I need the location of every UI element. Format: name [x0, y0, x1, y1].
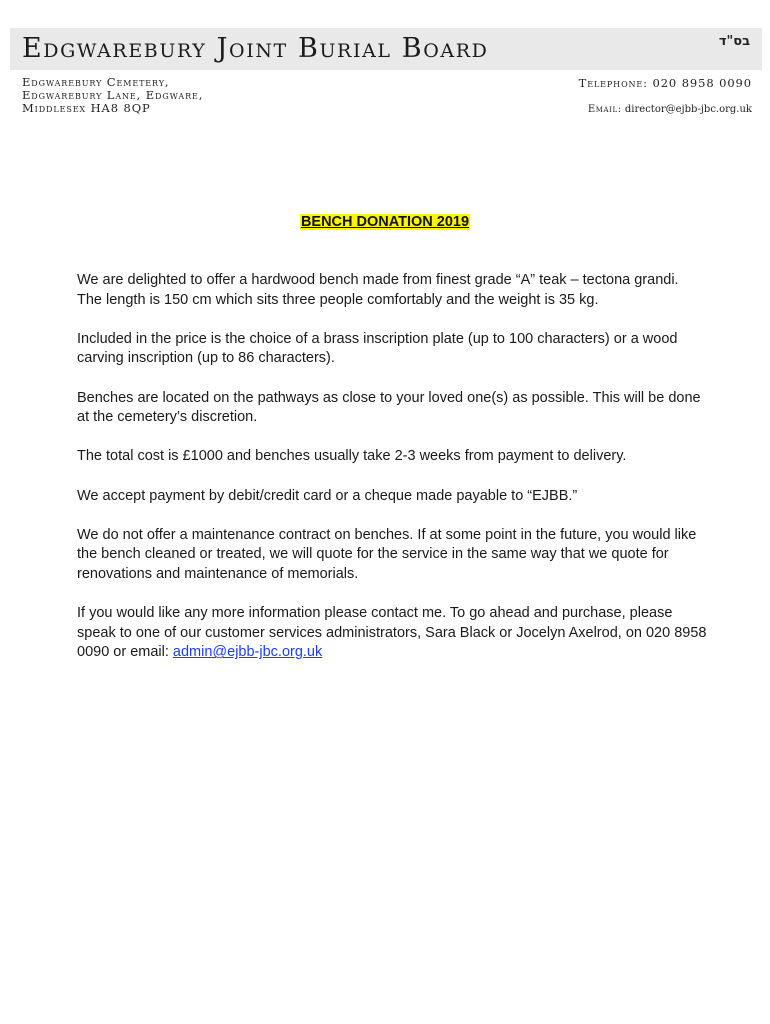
document-title: BENCH DONATION 2019 [300, 214, 470, 230]
hebrew-mark: בס"ד [718, 34, 750, 49]
address-line: Edgwarebury Cemetery, [22, 75, 170, 89]
paragraph-inscription: Included in the price is the choice of a brass inscription plate (up to 100 characters) or a wood carving inscription (up to 86 characters). [77, 330, 678, 367]
email-address: director@ejbb-jbc.org.uk [624, 104, 752, 115]
address-line: Edgwarebury Lane, Edgware, [22, 88, 204, 102]
paragraph-maintenance: We do not offer a maintenance contract on benches. If at some point in the future, you would like the bench cleaned or treated, we will quote for the service in the same way that we quote for renovations and maintenance of memorials. [77, 526, 697, 582]
address-line: Middlesex HA8 8QP [22, 101, 151, 115]
postal-address [22, 76, 203, 115]
admin-email-link[interactable]: admin@ejbb-jbc.org.uk [172, 644, 323, 661]
paragraph-payment: We accept payment by debit/credit card or a cheque made payable to “EJBB.” [77, 487, 578, 504]
paragraph-location: Benches are located on the pathways as close to your loved one(s) as possible. This will be done at the cemetery’s discretion. [77, 389, 701, 426]
letterhead-band [10, 28, 762, 70]
letter-body [77, 271, 707, 682]
letterhead-email [579, 104, 752, 115]
organization-name: Edgwarebury Joint Burial Board [22, 33, 489, 64]
contact-details [579, 76, 752, 115]
paragraph-contact [77, 604, 707, 663]
contact-text: If you would like any more information please contact me. To go ahead and purchase, please speak to one of our customer services administrators, Sara Black or Jocelyn Axelrod, on 020 8958 0090 or email: [77, 605, 707, 661]
email-label: Email: [587, 104, 622, 115]
paragraph-cost: The total cost is £1000 and benches usually take 2-3 weeks from payment to delivery. [77, 448, 627, 465]
paragraph-bench-description: We are delighted to offer a hardwood bench made from finest grade “A” teak – tectona grandi. The length is 150 cm which sits three people comfortably and the weight is 35 kg. [77, 272, 679, 308]
document-title-row [0, 213, 770, 231]
telephone-number: Telephone: 020 8958 0090 [578, 76, 752, 90]
